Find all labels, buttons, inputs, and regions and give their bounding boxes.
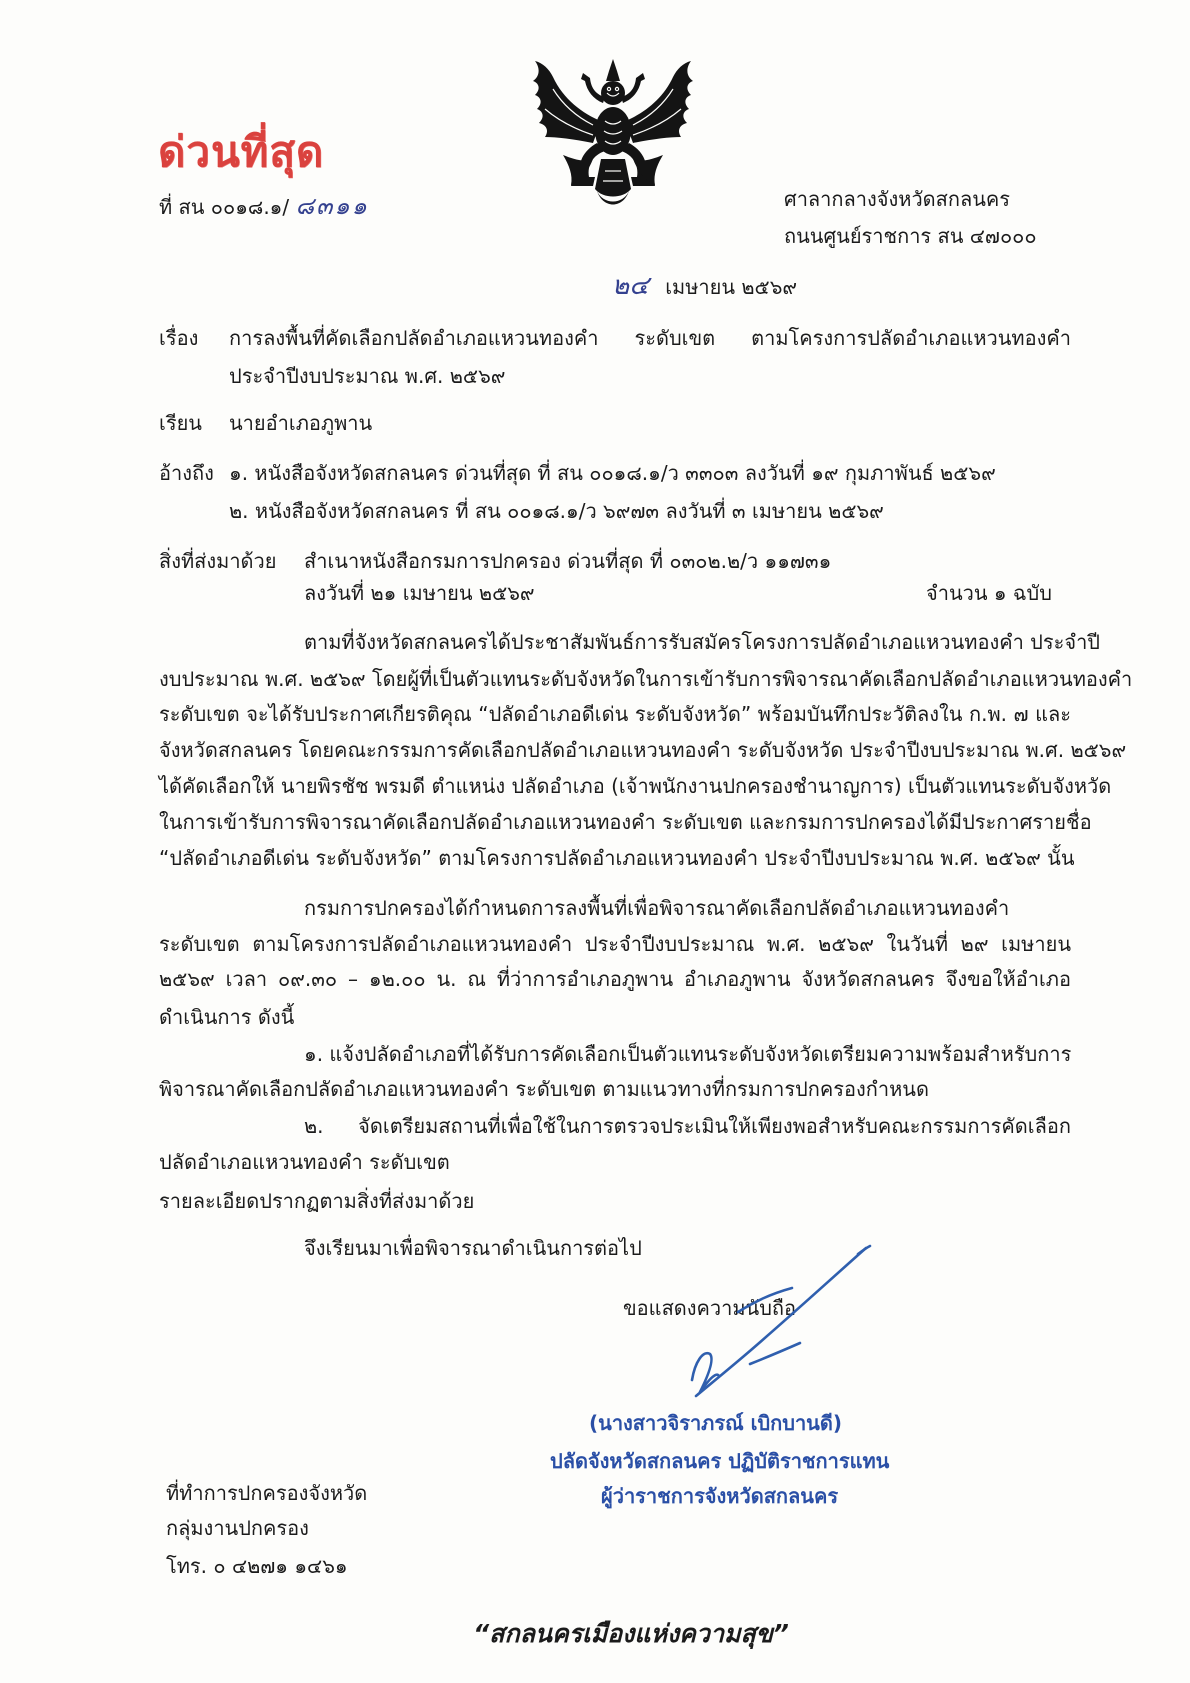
paragraph-1-line: ระดับเขต จะได้รับประกาศเกียรติคุณ “ปลัดอำเภอดีเด่น ระดับจังหวัด” พร้อมบันทึกประวัติลงใน ก.พ. ๗ และ <box>159 702 1071 726</box>
contact-division: กลุ่มงานปกครอง <box>166 1516 309 1540</box>
enclosure-line-1: สำเนาหนังสือกรมการปกครอง ด่วนที่สุด ที่ ๐๓๐๒.๒/ว ๑๑๗๓๑ <box>304 549 832 573</box>
references-label: อ้างถึง <box>159 461 214 485</box>
reference-prefix: ที่ สน ๐๐๑๘.๑/ <box>159 195 290 219</box>
enclosure-label: สิ่งที่ส่งมาด้วย <box>159 549 277 573</box>
closing-request: จึงเรียนมาเพื่อพิจารณาดำเนินการต่อไป <box>304 1236 642 1260</box>
paragraph-1-line: จังหวัดสกลนคร โดยคณะกรรมการคัดเลือกปลัดอำเภอแหวนทองคำ ระดับจังหวัด ประจำปีงบประมาณ พ.ศ. ๒๕๖๙ <box>159 738 1127 762</box>
signatory-position-line-2: ผู้ว่าราชการจังหวัดสกลนคร <box>601 1484 839 1508</box>
enclosure-count: จำนวน ๑ ฉบับ <box>926 581 1052 605</box>
paragraph-1-line: ได้คัดเลือกให้ นายพิรชัช พรมดี ตำแหน่ง ปลัดอำเภอ (เจ้าพนักงานปกครองชำนาญการ) เป็นตัวแทนระดับจังหวัด <box>159 774 1112 798</box>
recipient-value: นายอำเภอภูพาน <box>229 411 373 435</box>
signatory-position-line-1: ปลัดจังหวัดสกลนคร ปฏิบัติราชการแทน <box>550 1449 890 1473</box>
office-address-line-2: ถนนศูนย์ราชการ สน ๔๗๐๐๐ <box>784 224 1037 248</box>
garuda-emblem-icon <box>523 59 703 209</box>
letter-date <box>612 268 797 304</box>
action-item-1-line-2: พิจารณาคัดเลือกปลัดอำเภอแหวนทองคำ ระดับเขต ตามแนวทางที่กรมการปกครองกำหนด <box>159 1077 929 1101</box>
enclosure-line-2: ลงวันที่ ๒๑ เมษายน ๒๕๖๙ <box>304 581 535 605</box>
action-item-2-line-2: ปลัดอำเภอแหวนทองคำ ระดับเขต <box>159 1150 450 1174</box>
subject-line-2: ประจำปีงบประมาณ พ.ศ. ๒๕๖๙ <box>229 364 506 388</box>
paragraph-2-line: ๒๕๖๙ เวลา ๐๙.๓๐ – ๑๒.๐๐ น. ณ ที่ว่าการอำเภอภูพาน อำเภอภูพาน จังหวัดสกลนคร จึงขอให้อำเภอ <box>159 967 1071 991</box>
signatory-name: (นางสาวจิราภรณ์ เบิกบานดี) <box>589 1411 842 1435</box>
subject-line-1: การลงพื้นที่คัดเลือกปลัดอำเภอแหวนทองคำ ระดับเขต ตามโครงการปลัดอำเภอแหวนทองคำ <box>229 326 1071 350</box>
handwritten-signature-icon <box>600 1230 900 1430</box>
urgency-stamp: ด่วนที่สุด <box>158 127 325 176</box>
paragraph-2-line: กรมการปกครองได้กำหนดการลงพื้นที่เพื่อพิจารณาคัดเลือกปลัดอำเภอแหวนทองคำ <box>304 896 1010 920</box>
date-month-year: เมษายน ๒๕๖๙ <box>665 275 798 299</box>
date-day-handwritten: ๒๔ <box>612 271 649 301</box>
paragraph-2-line: ระดับเขต ตามโครงการปลัดอำเภอแหวนทองคำ ประจำปีงบประมาณ พ.ศ. ๒๕๖๙ ในวันที่ ๒๙ เมษายน <box>159 932 1071 956</box>
action-item-2-line-1: ๒. จัดเตรียมสถานที่เพื่อใช้ในการตรวจประเมินให้เพียงพอสำหรับคณะกรรมการคัดเลือก <box>304 1114 1071 1138</box>
salutation: ขอแสดงความนับถือ <box>623 1296 797 1320</box>
reference-item-2: ๒. หนังสือจังหวัดสกลนคร ที่ สน ๐๐๑๘.๑/ว ๖๙๗๓ ลงวันที่ ๓ เมษายน ๒๕๖๙ <box>229 499 884 523</box>
reference-number <box>159 188 369 224</box>
footer-slogan: “สกลนครเมืองแห่งความสุข” <box>473 1619 789 1648</box>
action-item-1-line-1: ๑. แจ้งปลัดอำเภอที่ได้รับการคัดเลือกเป็นตัวแทนระดับจังหวัดเตรียมความพร้อมสำหรับการ <box>304 1042 1072 1066</box>
subject-label: เรื่อง <box>159 326 199 350</box>
paragraph-1-line: “ปลัดอำเภอดีเด่น ระดับจังหวัด” ตามโครงการปลัดอำเภอแหวนทองคำ ประจำปีงบประมาณ พ.ศ. ๒๕๖๙ นั้น <box>159 846 1075 870</box>
paragraph-1-line: ในการเข้ารับการพิจารณาคัดเลือกปลัดอำเภอแหวนทองคำ ระดับเขต และกรมการปกครองได้มีประกาศรายชื่อ <box>159 810 1092 834</box>
recipient-label: เรียน <box>159 411 202 435</box>
paragraph-2-line: ดำเนินการ ดังนี้ <box>159 1005 295 1029</box>
paragraph-1-line: ตามที่จังหวัดสกลนครได้ประชาสัมพันธ์การรับสมัครโครงการปลัดอำเภอแหวนทองคำ ประจำปี <box>304 630 1101 654</box>
reference-item-1: ๑. หนังสือจังหวัดสกลนคร ด่วนที่สุด ที่ สน ๐๐๑๘.๑/ว ๓๓๐๓ ลงวันที่ ๑๙ กุมภาพันธ์ ๒๕๖๙ <box>229 461 996 485</box>
reference-number-handwritten: ๘๓๑๑ <box>295 192 369 220</box>
office-address-line-1: ศาลากลางจังหวัดสกลนคร <box>784 187 1011 211</box>
details-note: รายละเอียดปรากฏตามสิ่งที่ส่งมาด้วย <box>159 1189 475 1213</box>
paragraph-1-line: งบประมาณ พ.ศ. ๒๕๖๙ โดยผู้ที่เป็นตัวแทนระดับจังหวัดในการเข้ารับการพิจารณาคัดเลือกปลัดอำเภอแหวนทองคำ <box>159 667 1133 691</box>
contact-office: ที่ทำการปกครองจังหวัด <box>166 1481 368 1505</box>
contact-phone: โทร. ๐ ๔๒๗๑ ๑๔๖๑ <box>166 1554 348 1578</box>
